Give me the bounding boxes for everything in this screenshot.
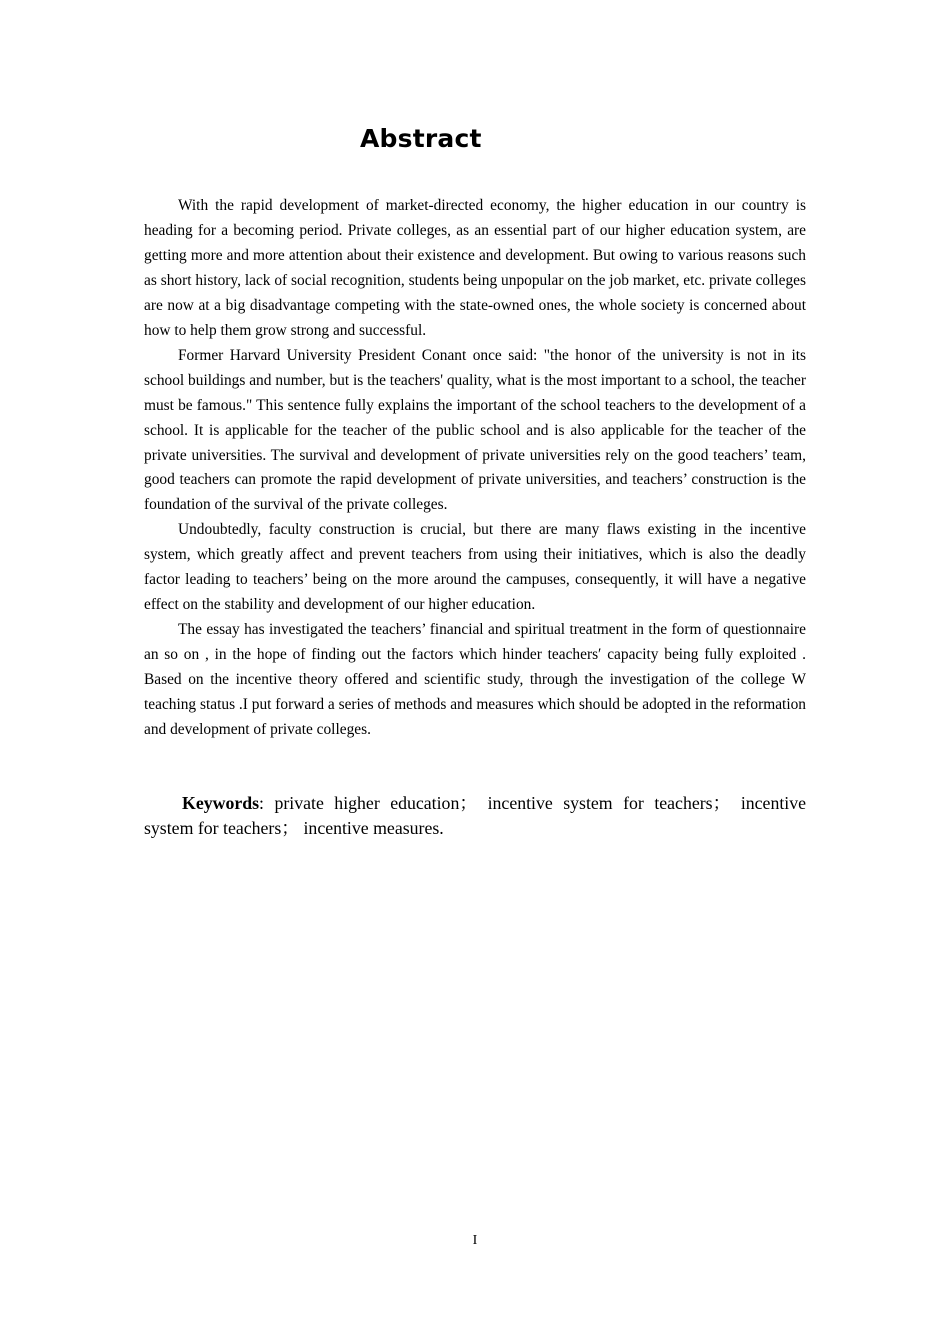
- keywords-text: : private higher education； incentive system for teachers； incentive system for teachers； incentive measures.: [144, 793, 806, 838]
- keywords-label: Keywords: [182, 793, 260, 813]
- keywords-line: [144, 791, 806, 841]
- abstract-body: [144, 194, 806, 743]
- abstract-paragraph: Undoubtedly, faculty construction is crucial, but there are many flaws existing in the incentive system, which greatly affect and prevent teachers from using their initiatives, which is also the deadly factor leading to teachers’ being on the more around the campuses, consequently, it will have a negative effect on the stability and development of our higher education.: [144, 521, 806, 614]
- abstract-paragraph: With the rapid development of market-directed economy, the higher education in our country is heading for a becoming period. Private colleges, as an essential part of our higher education system, are getting more and more attention about their existence and development. But owing to various reasons such as short history, lack of social recognition, students being unpopular on the job market, etc. private colleges are now at a big disadvantage competing with the state-owned ones, the whole society is concerned about how to help them grow strong and successful.: [144, 197, 806, 339]
- abstract-title: Abstract: [360, 124, 482, 153]
- page-number: I: [472, 1233, 478, 1248]
- abstract-paragraph: The essay has investigated the teachers’ financial and spiritual treatment in the form of questionnaire an so on , in the hope of finding out the factors which hinder teachers′ capacity being fully exploited . Based on the incentive theory offered and scientific study, through the investigation of the college W teaching status .I put forward a series of methods and measures which should be adopted in the reformation and development of private colleges.: [144, 621, 806, 739]
- abstract-paragraph: Former Harvard University President Conant once said: "the honor of the university is not in its school buildings and number, but is the teachers' quality, what is the most important to a school, the teacher must be famous." This sentence fully explains the important of the school teachers to the development of a school. It is applicable for the teacher of the public school and is also applicable for the teacher of the private universities. The survival and development of private universities rely on the good teachers’ team, good teachers can promote the rapid development of private universities, and teachers’ construction is the foundation of the survival of the private colleges.: [144, 346, 806, 514]
